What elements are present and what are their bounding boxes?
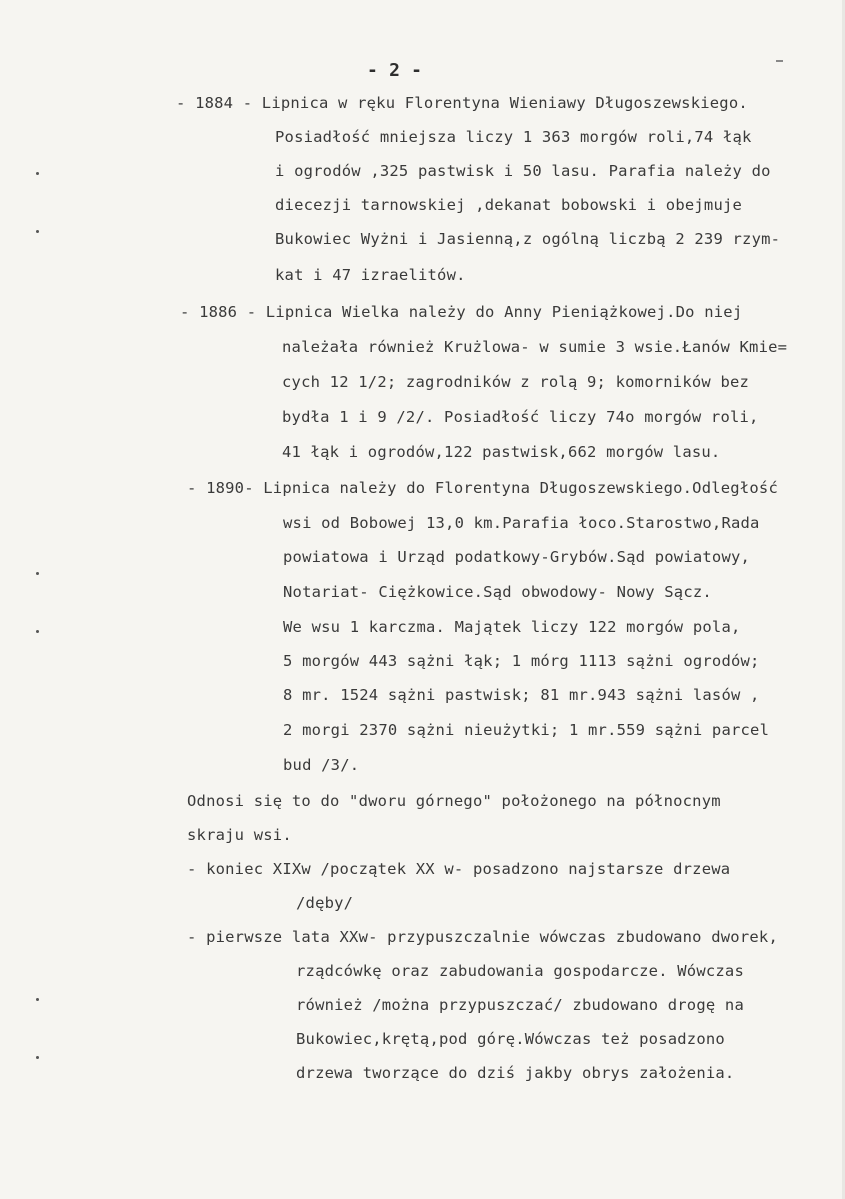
text-line: Bukowiec Wyżni i Jasienną,z ogólną liczbą 2 239 rzym-	[275, 230, 781, 248]
punch-hole-mark	[36, 630, 39, 633]
punch-hole-mark	[36, 172, 39, 175]
text-line: 41 łąk i ogrodów,122 pastwisk,662 morgów lasu.	[282, 443, 721, 461]
text-line: należała również Krużlowa- w sumie 3 wsie.Łanów Kmie=	[282, 338, 788, 356]
text-line: skraju wsi.	[187, 826, 292, 844]
punch-hole-mark	[36, 230, 39, 233]
text-line: cych 12 1/2; zagrodników z rolą 9; komorników bez	[282, 373, 750, 391]
text-line: rządcówkę oraz zabudowania gospodarcze. Wówczas	[296, 962, 744, 980]
text-line: Bukowiec,krętą,pod górę.Wówczas też posadzono	[296, 1030, 725, 1048]
text-line: 5 morgów 443 sążni łąk; 1 mórg 1113 sążni ogrodów;	[283, 652, 760, 670]
text-line: 8 mr. 1524 sążni pastwisk; 81 mr.943 sążni lasów ,	[283, 686, 760, 704]
page-number: - 2 -	[367, 60, 423, 81]
text-line: We wsu 1 karczma. Majątek liczy 122 morgów pola,	[283, 618, 741, 636]
text-line: bud /3/.	[283, 756, 360, 774]
text-line: - pierwsze lata XXw- przypuszczalnie wówczas zbudowano dworek,	[187, 928, 778, 946]
text-line: - 1886 - Lipnica Wielka należy do Anny Pieniążkowej.Do niej	[180, 303, 743, 321]
text-line: drzewa tworzące do dziś jakby obrys założenia.	[296, 1064, 735, 1082]
text-line: powiatowa i Urząd podatkowy-Grybów.Sąd powiatowy,	[283, 548, 751, 566]
text-line: również /można przypuszczać/ zbudowano drogę na	[296, 996, 744, 1014]
punch-hole-mark	[36, 572, 39, 575]
text-line: /dęby/	[296, 894, 354, 912]
text-line: kat i 47 izraelitów.	[275, 266, 466, 284]
text-line: diecezji tarnowskiej ,dekanat bobowski i obejmuje	[275, 196, 743, 214]
text-line: wsi od Bobowej 13,0 km.Parafia łoco.Starostwo,Rada	[283, 514, 760, 532]
text-line: 2 morgi 2370 sążni nieużytki; 1 mr.559 sążni parcel	[283, 721, 770, 739]
text-line: - 1884 - Lipnica w ręku Florentyna Wieniawy Długoszewskiego.	[176, 94, 748, 112]
text-line: Notariat- Ciężkowice.Sąd obwodowy- Nowy Sącz.	[283, 583, 712, 601]
text-line: - 1890- Lipnica należy do Florentyna Długoszewskiego.Odległość	[187, 479, 778, 497]
punch-hole-mark	[36, 1056, 39, 1059]
text-line: Odnosi się to do "dworu górnego" położonego na północnym	[187, 792, 721, 810]
text-line: - koniec XIXw /początek XX w- posadzono najstarsze drzewa	[187, 860, 731, 878]
text-line: i ogrodów ,325 pastwisk i 50 lasu. Parafia należy do	[275, 162, 771, 180]
corner-mark	[776, 60, 783, 62]
punch-hole-mark	[36, 998, 39, 1001]
text-line: bydła 1 i 9 /2/. Posiadłość liczy 74o morgów roli,	[282, 408, 759, 426]
text-line: Posiadłość mniejsza liczy 1 363 morgów roli,74 łąk	[275, 128, 752, 146]
